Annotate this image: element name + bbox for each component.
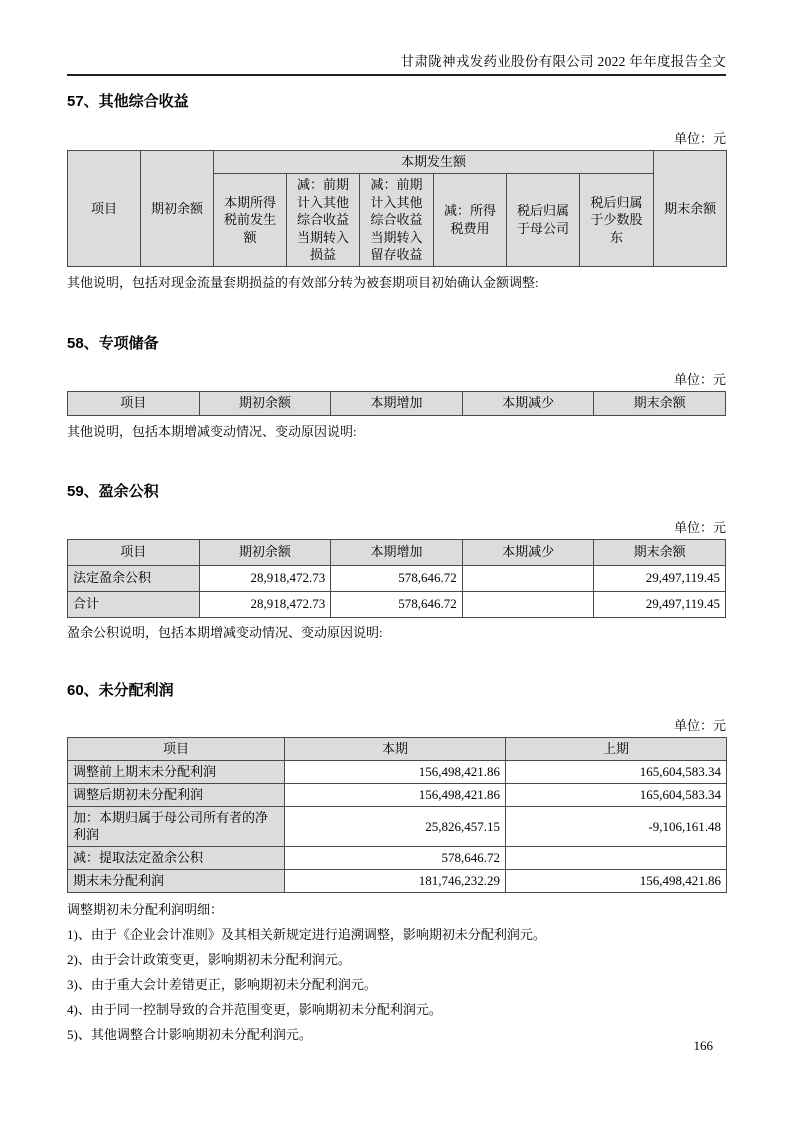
increase-value: 578,646.72: [331, 565, 463, 591]
subcol-minority-attributable: 税后归属于少数股东: [580, 174, 654, 267]
unit-label-57: 单位：元: [673, 131, 726, 146]
table-row: [68, 760, 727, 783]
section-59-heading: 59、盈余公积: [67, 482, 159, 500]
section-60-heading: 60、未分配利润: [67, 681, 174, 699]
surplus-reserve-table: [67, 539, 726, 618]
current-period-value: 156,498,421.86: [285, 760, 506, 783]
section-57-heading: 57、其他综合收益: [67, 93, 189, 110]
table-header-row: [68, 391, 726, 415]
current-period-value: 156,498,421.86: [285, 783, 506, 806]
adjustment-note-2: 2)、由于会计政策变更，影响期初未分配利润元。: [67, 951, 351, 967]
row-label: 调整后期初未分配利润: [68, 783, 285, 806]
table-row: [68, 846, 727, 869]
current-period-value: 578,646.72: [285, 846, 506, 869]
col-header-increase: 本期增加: [331, 391, 463, 415]
col-header-current-period: 本期: [285, 737, 506, 760]
special-reserve-table: [67, 391, 726, 416]
table-header-row: [68, 737, 727, 760]
page-number: 166: [693, 1038, 713, 1053]
increase-value: 578,646.72: [331, 591, 463, 617]
table-row: [68, 565, 726, 591]
adjustment-note-5: 5)、其他调整合计影响期初未分配利润元。: [67, 1026, 312, 1042]
col-header-opening-balance: 期初余额: [141, 151, 214, 267]
col-header-decrease: 本期减少: [462, 391, 594, 415]
prior-period-value: 156,498,421.86: [506, 869, 727, 892]
col-header-closing-balance: 期末余额: [594, 391, 726, 415]
subcol-pretax-amount: 本期所得税前发生额: [214, 174, 287, 267]
col-header-item: 项目: [68, 539, 200, 565]
col-header-prior-period: 上期: [506, 737, 727, 760]
document-header: [67, 0, 726, 76]
undistributed-profit-table: [67, 737, 727, 893]
col-header-increase: 本期增加: [331, 539, 463, 565]
current-period-value: 25,826,457.15: [285, 806, 506, 846]
row-label: 减：提取法定盈余公积: [68, 846, 285, 869]
row-label: 调整前上期末未分配利润: [68, 760, 285, 783]
subcol-income-tax: 减：所得税费用: [434, 174, 507, 267]
decrease-value: [462, 591, 594, 617]
col-header-closing-balance: 期末余额: [594, 539, 726, 565]
row-label: 法定盈余公积: [68, 565, 200, 591]
col-header-opening-balance: 期初余额: [199, 391, 331, 415]
section-59-note: 盈余公积说明，包括本期增减变动情况、变动原因说明:: [67, 624, 383, 640]
col-header-opening-balance: 期初余额: [199, 539, 331, 565]
adjustment-note-3: 3)、由于重大会计差错更正，影响期初未分配利润元。: [67, 976, 377, 992]
table-row-total: [68, 591, 726, 617]
section-58-note: 其他说明，包括本期增减变动情况、变动原因说明:: [67, 423, 357, 439]
unit-label-59: 单位：元: [673, 519, 726, 535]
col-header-item: 项目: [68, 151, 141, 267]
row-label: 期末未分配利润: [68, 869, 285, 892]
closing-balance-value: 29,497,119.45: [594, 565, 726, 591]
row-label: 合计: [68, 591, 200, 617]
row-label: 加：本期归属于母公司所有者的净利润: [68, 806, 285, 846]
adjustment-note-title: 调整期初未分配利润明细：: [67, 901, 224, 917]
prior-period-value: -9,106,161.48: [506, 806, 727, 846]
adjustment-note-4: 4)、由于同一控制导致的合并范围变更，影响期初未分配利润元。: [67, 1001, 442, 1017]
opening-balance-value: 28,918,472.73: [199, 565, 331, 591]
table-row: [68, 783, 727, 806]
decrease-value: [462, 565, 594, 591]
opening-balance-value: 28,918,472.73: [199, 591, 331, 617]
section-58-heading: 58、专项储备: [67, 334, 159, 352]
adjustment-note-1: 1)、由于《企业会计准则》及其相关新规定进行追溯调整，影响期初未分配利润元。: [67, 926, 546, 942]
unit-label-58: 单位：元: [673, 371, 726, 387]
report-title: 甘肃陇神戎发药业股份有限公司 2022 年年度报告全文: [400, 54, 726, 69]
subcol-transfer-to-pl: 减：前期计入其他综合收益当期转入损益: [287, 174, 360, 267]
closing-balance-value: 29,497,119.45: [594, 591, 726, 617]
current-period-value: 181,746,232.29: [285, 869, 506, 892]
table-row: [68, 806, 727, 846]
adjustment-notes: [67, 902, 726, 1043]
prior-period-value: [506, 846, 727, 869]
subcol-transfer-to-retained: 减：前期计入其他综合收益当期转入留存收益: [360, 174, 434, 267]
table-row: [68, 869, 727, 892]
col-header-closing-balance: 期末余额: [654, 151, 727, 267]
section-57-note: 其他说明，包括对现金流量套期损益的有效部分转为被套期项目初始确认金额调整:: [67, 274, 539, 290]
prior-period-value: 165,604,583.34: [506, 760, 727, 783]
table-header-row: [68, 151, 727, 174]
table-header-row: [68, 539, 726, 565]
col-header-decrease: 本期减少: [462, 539, 594, 565]
col-header-item: 项目: [68, 391, 200, 415]
col-header-current-period-group: 本期发生额: [214, 151, 654, 174]
unit-label-60: 单位：元: [673, 717, 726, 733]
subcol-parent-attributable: 税后归属于母公司: [507, 174, 580, 267]
col-header-item: 项目: [68, 737, 285, 760]
other-comprehensive-income-table: [67, 150, 727, 267]
prior-period-value: 165,604,583.34: [506, 783, 727, 806]
